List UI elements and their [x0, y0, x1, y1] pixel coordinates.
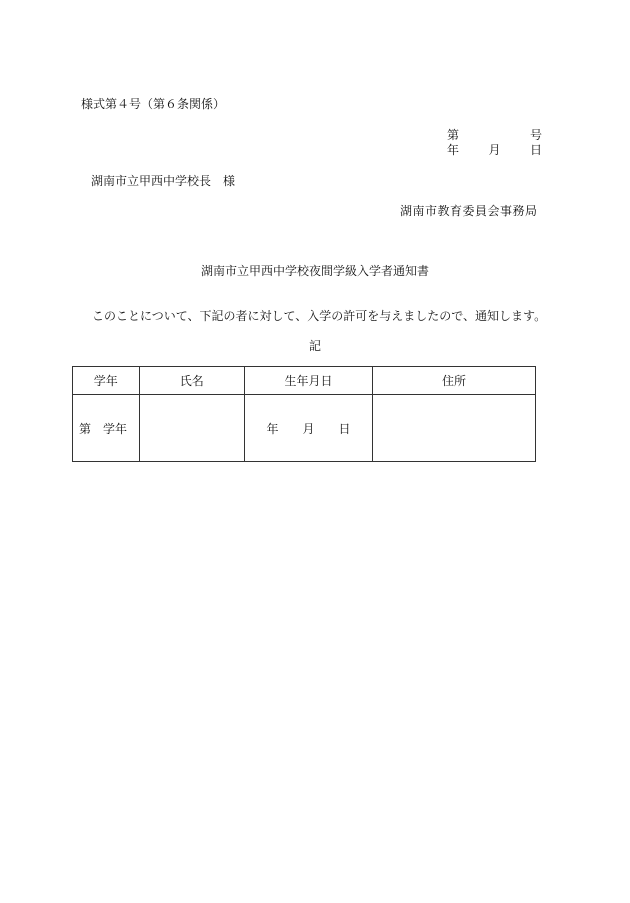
header-address: 住所	[373, 367, 536, 395]
grade-suffix: 学年	[103, 421, 128, 436]
table-row	[73, 395, 536, 462]
document-title: 湖南市立甲西中学校夜間学級入学者通知書	[200, 264, 429, 278]
student-table	[72, 366, 536, 462]
birthdate-cell	[244, 395, 372, 462]
sender: 湖南市教育委員会事務局	[400, 204, 538, 218]
doc-no-prefix: 第	[447, 128, 460, 142]
body-text: このことについて、下記の者に対して、入学の許可を与えましたので、通知します。	[92, 309, 547, 323]
birth-day: 日	[338, 421, 351, 436]
header-name: 氏名	[139, 367, 244, 395]
name-cell	[139, 395, 244, 462]
grade-prefix: 第	[79, 421, 92, 436]
date-year: 年	[447, 143, 460, 157]
addressee-honorific: 様	[223, 174, 236, 188]
date-day: 日	[529, 143, 542, 157]
addressee-name: 湖南市立甲西中学校長	[91, 174, 212, 188]
document-date-line	[447, 141, 542, 158]
doc-no-suffix: 号	[529, 128, 542, 142]
header-birthdate: 生年月日	[244, 367, 372, 395]
ki-heading: 記	[308, 339, 321, 353]
form-number: 様式第４号（第６条関係）	[81, 97, 226, 111]
grade-cell	[73, 395, 140, 462]
address-cell	[373, 395, 536, 462]
table-header-row	[73, 367, 536, 395]
date-month: 月	[488, 143, 501, 157]
addressee	[91, 172, 235, 189]
header-grade: 学年	[73, 367, 140, 395]
birth-month: 月	[302, 421, 315, 436]
birth-year: 年	[266, 421, 279, 436]
